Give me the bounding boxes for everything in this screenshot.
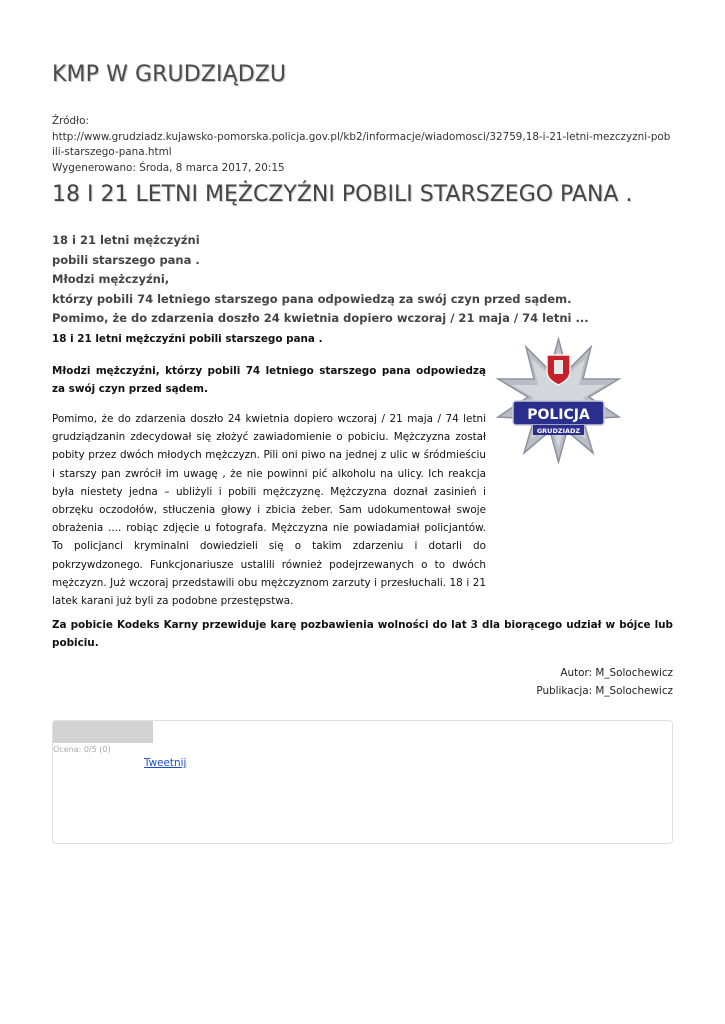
article-intro: Młodzi mężczyźni, którzy pobili 74 letniego starszego pana odpowiedzą za swój czyn przed sądem.: [52, 365, 486, 395]
generated-date: Wygenerowano: Środa, 8 marca 2017, 20:15: [52, 161, 285, 174]
source-label: Źródło:: [52, 115, 89, 127]
badge-text-main: POLICJA: [527, 407, 590, 423]
rating-text: Ocena: 0/5 (0): [53, 745, 111, 754]
source-block: [52, 114, 673, 176]
article-subhead: 18 i 21 letni mężczyźni pobili starszego pana .: [52, 333, 323, 345]
publication-line: Publikacja: M_Solochewicz: [536, 685, 673, 697]
lead-line: którzy pobili 74 letniego starszego pana odpowiedzą za swój czyn przed sądem.: [52, 291, 572, 306]
badge-text-city: GRUDZIADZ: [536, 427, 581, 435]
police-badge-icon: [495, 337, 622, 464]
article-body: Pomimo, że do zdarzenia doszło 24 kwietnia dopiero wczoraj / 21 maja / 74 letni grudziądzanin zdecydował się złożyć zawiadomienie o pobiciu. Mężczyzna został pobity przez dwóch młodych mężczyzn. Pili oni piwo na jednej z ulic w śródmieściu i starszy pan zwrócił im uwagę , że nie powinni pić alkoholu na ulicy. Ich reakcja była niestety jedna – ubliżyli i pobili mężczyznę. Mężczyzna doznał zasinień i obrzęku oczodołów, stłuczenia głowy i zbicia żeber. Sam udokumentował swoje obrażenia .... robiąc zdjęcie u fotografa. Mężczyzna nie powiadamiał policjantów. To policjanci kryminalni dowiedzieli się o takim zdarzeniu i dotarli do pokrzywdzonego. Funkcjonariusze ustalili również podejrzewanych o to dwóch mężczyzn. Już wczoraj przedstawili obu mężczyznom zarzuty i przesłuchali. 18 i 21 latek karani już byli za podobne przestępstwa.: [52, 413, 486, 608]
lead-line: 18 i 21 letni mężczyźni: [52, 233, 200, 247]
article-title: 18 I 21 LETNI MĘŻCZYŹNI POBILI STARSZEGO PANA .: [52, 182, 633, 207]
source-url: http://www.grudziadz.kujawsko-pomorska.policja.gov.pl/kb2/informacje/wiadomosci/32759,18-i-21-letni-mezczyzni-pobili-starszego-pana.html: [52, 130, 671, 158]
rating-bar[interactable]: [53, 721, 153, 743]
lead-line: pobili starszego pana .: [52, 252, 200, 267]
tweet-link[interactable]: Tweetnij: [144, 757, 187, 769]
article-authors: [536, 664, 673, 700]
lead-line: Pomimo, że do zdarzenia doszło 24 kwietnia dopiero wczoraj / 21 maja / 74 letni ...: [52, 311, 589, 325]
site-title: KMP W GRUDZIĄDZU: [52, 62, 287, 87]
lead-line: Młodzi mężczyźni,: [52, 272, 170, 286]
article-closing: Za pobicie Kodeks Karny przewiduje karę pozbawienia wolności do lat 3 dla biorącego udział w bójce lub pobiciu.: [52, 619, 673, 649]
author-line: Autor: M_Solochewicz: [560, 667, 673, 679]
article-lead: [52, 231, 673, 329]
rating-box: [52, 720, 673, 844]
badge-tower-shape: [554, 360, 563, 374]
